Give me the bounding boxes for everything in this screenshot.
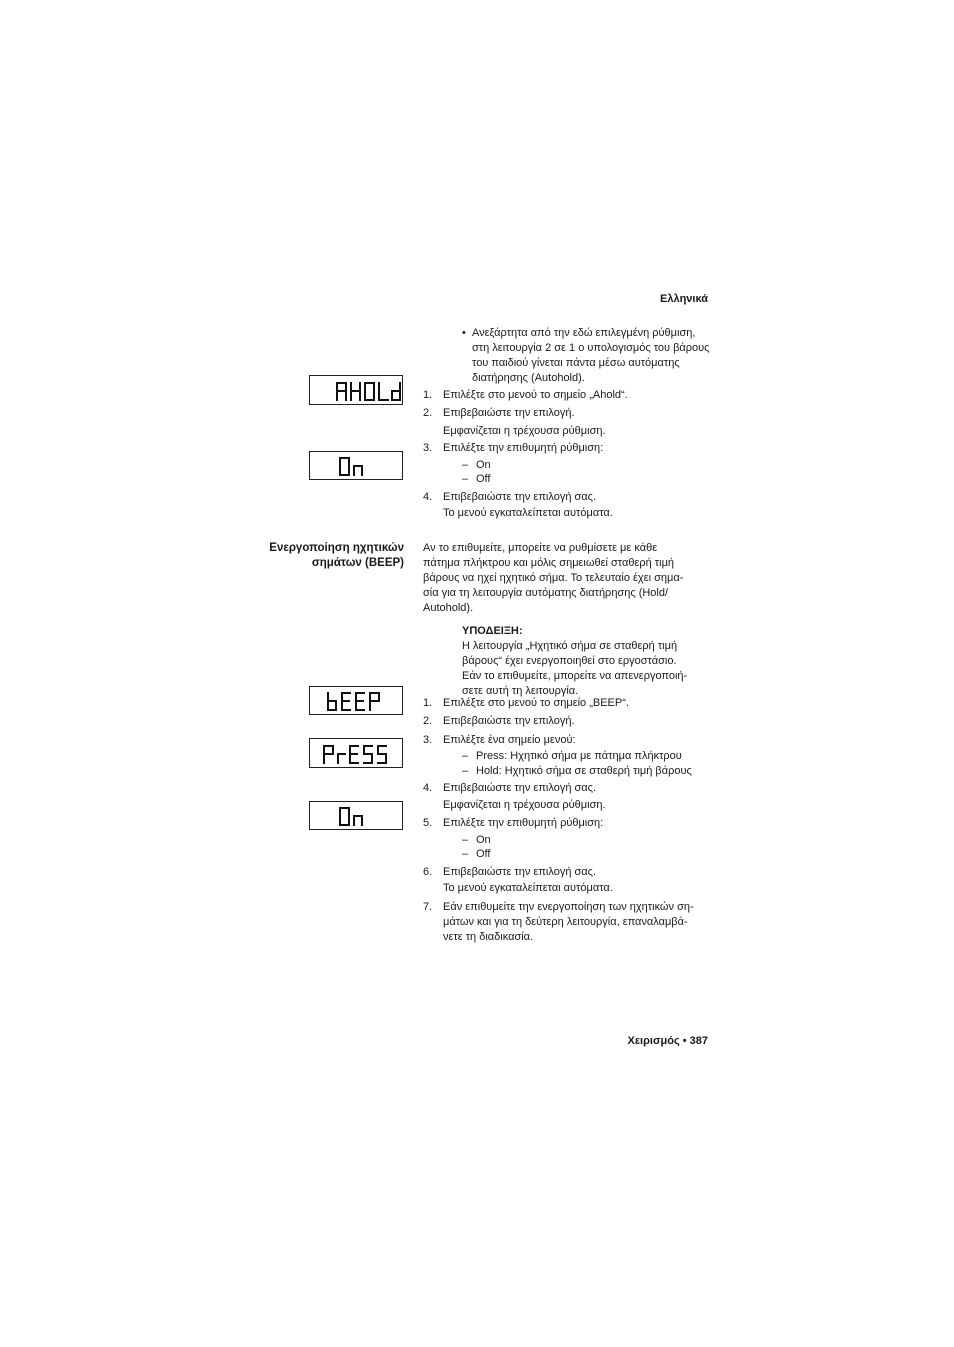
step-number: 4. [423, 782, 433, 794]
beep-step-4-extra [423, 798, 713, 813]
autohold-step-3 [423, 441, 713, 456]
autohold-step-4-extra [423, 506, 713, 521]
step-number: 6. [423, 866, 433, 878]
autohold-note-bullet [462, 326, 712, 386]
note-line: Εάν το επιθυμείτε, μπορείτε να απενεργοποιή- [462, 670, 688, 682]
beep-step-7 [423, 900, 713, 945]
beep-step-2 [423, 714, 713, 729]
beep-option-press [462, 749, 722, 764]
lcd-segments-press [310, 739, 404, 769]
beep-step-1 [423, 696, 713, 711]
bullet-icon: • [462, 327, 466, 339]
step-text: Επιλέξτε στο μενού το σημείο „BEEP“. [443, 697, 629, 709]
step-number: 1. [423, 697, 433, 709]
autohold-step-2 [423, 406, 713, 421]
beep-step-6 [423, 865, 713, 880]
lcd-segments-on [310, 452, 404, 481]
autohold-step-1 [423, 388, 713, 403]
intro-line: Αν το επιθυμείτε, μπορείτε να ρυθμίσετε με κάθε [423, 542, 658, 554]
lcd-display-beep [309, 686, 403, 715]
intro-line: πάτημα πλήκτρου και μόλις σημειωθεί σταθερή τιμή [423, 557, 675, 569]
option-text: On [476, 834, 491, 846]
beep-option-on [462, 833, 722, 848]
step-number: 1. [423, 389, 433, 401]
dash-icon: – [462, 848, 469, 860]
dash-icon: – [462, 765, 469, 777]
language-label: Ελληνικά [660, 293, 708, 305]
dash-icon: – [462, 750, 469, 762]
beep-intro-paragraph [423, 541, 713, 616]
step-number: 7. [423, 901, 433, 913]
dash-icon: – [462, 473, 469, 485]
autohold-option-off [462, 472, 722, 487]
step-number: 2. [423, 715, 433, 727]
autohold-step-4 [423, 490, 713, 505]
dash-icon: – [462, 834, 469, 846]
lcd-display-press [309, 738, 403, 768]
lcd-display-on-autohold [309, 451, 403, 480]
section-heading-beep [240, 541, 404, 571]
step-text: Επιβεβαιώστε την επιλογή. [443, 715, 575, 727]
option-text: Off [476, 473, 491, 485]
lcd-segments-on [310, 802, 404, 831]
note-line: βάρους“ έχει ενεργοποιηθεί στο εργοστάσιο. [462, 655, 677, 667]
beep-step-5 [423, 816, 713, 831]
heading-line-2: σημάτων (BEEP) [311, 557, 404, 569]
lcd-segments-ahold [310, 376, 404, 406]
step-text: Επιβεβαιώστε την επιλογή. [443, 407, 575, 419]
option-text: On [476, 459, 491, 471]
lcd-display-ahold [309, 375, 403, 405]
note-title: ΥΠΟΔΕΙΞΗ: [462, 625, 523, 637]
note-line: Η λειτουργία „Ηχητικό σήμα σε σταθερή τιμή [462, 640, 678, 652]
page-footer: Χειρισμός • 387 [627, 1035, 708, 1047]
autohold-step-2-extra [423, 424, 713, 439]
beep-option-off [462, 847, 722, 862]
intro-line: σία για τη λειτουργία αυτόματης διατήρησης (Hold/ [423, 587, 669, 599]
autohold-option-on [462, 458, 722, 473]
step-number: 5. [423, 817, 433, 829]
dash-icon: – [462, 459, 469, 471]
option-text: Press: Ηχητικό σήμα με πάτημα πλήκτρου [476, 750, 682, 762]
step-text: Επιβεβαιώστε την επιλογή σας. [443, 491, 597, 503]
intro-line: Autohold). [423, 602, 474, 614]
option-text: Hold: Ηχητικό σήμα σε σταθερή τιμή βάρους [476, 765, 692, 777]
step-text: Επιλέξτε την επιθυμητή ρύθμιση: [443, 442, 604, 454]
step-number: 4. [423, 491, 433, 503]
step-extra-text: Εμφανίζεται η τρέχουσα ρύθμιση. [443, 425, 606, 437]
step-line: μάτων και για τη δεύτερη λειτουργία, επαναλαμβά- [443, 916, 688, 928]
autohold-note-text: Ανεξάρτητα από την εδώ επιλεγμένη ρύθμιση, στη λειτουργία 2 σε 1 ο υπολογισμός του βάρους του παιδιού γίνεται πάντα μέσω αυτόματης διατήρησης (Autohold). [472, 327, 710, 384]
step-number: 3. [423, 442, 433, 454]
step-number: 2. [423, 407, 433, 419]
intro-line: βάρους να ηχεί ηχητικό σήμα. Το τελευταίο έχει σημα- [423, 572, 684, 584]
lcd-segments-beep [310, 687, 404, 716]
step-line: νετε τη διαδικασία. [443, 931, 534, 943]
step-text: Επιλέξτε στο μενού το σημείο „Ahold“. [443, 389, 628, 401]
beep-option-hold [462, 764, 722, 779]
step-text [443, 900, 713, 945]
step-number: 3. [423, 734, 433, 746]
beep-step-6-extra [423, 881, 713, 896]
step-text: Επιλέξτε ένα σημείο μενού: [443, 734, 576, 746]
option-text: Off [476, 848, 491, 860]
beep-step-3 [423, 733, 713, 748]
step-extra-text: Εμφανίζεται η τρέχουσα ρύθμιση. [443, 799, 606, 811]
step-text: Επιβεβαιώστε την επιλογή σας. [443, 866, 597, 878]
lcd-display-on-beep [309, 801, 403, 830]
step-line: Εάν επιθυμείτε την ενεργοποίηση των ηχητικών ση- [443, 901, 694, 913]
step-extra-text: Το μενού εγκαταλείπεται αυτόματα. [443, 507, 613, 519]
note-line: σετε αυτή τη λειτουργία. [462, 685, 579, 697]
step-extra-text: Το μενού εγκαταλείπεται αυτόματα. [443, 882, 613, 894]
beep-step-4 [423, 781, 713, 796]
heading-line-1: Ενεργοποίηση ηχητικών [269, 542, 404, 554]
step-text: Επιλέξτε την επιθυμητή ρύθμιση: [443, 817, 604, 829]
beep-note [462, 624, 712, 699]
step-text: Επιβεβαιώστε την επιλογή σας. [443, 782, 597, 794]
